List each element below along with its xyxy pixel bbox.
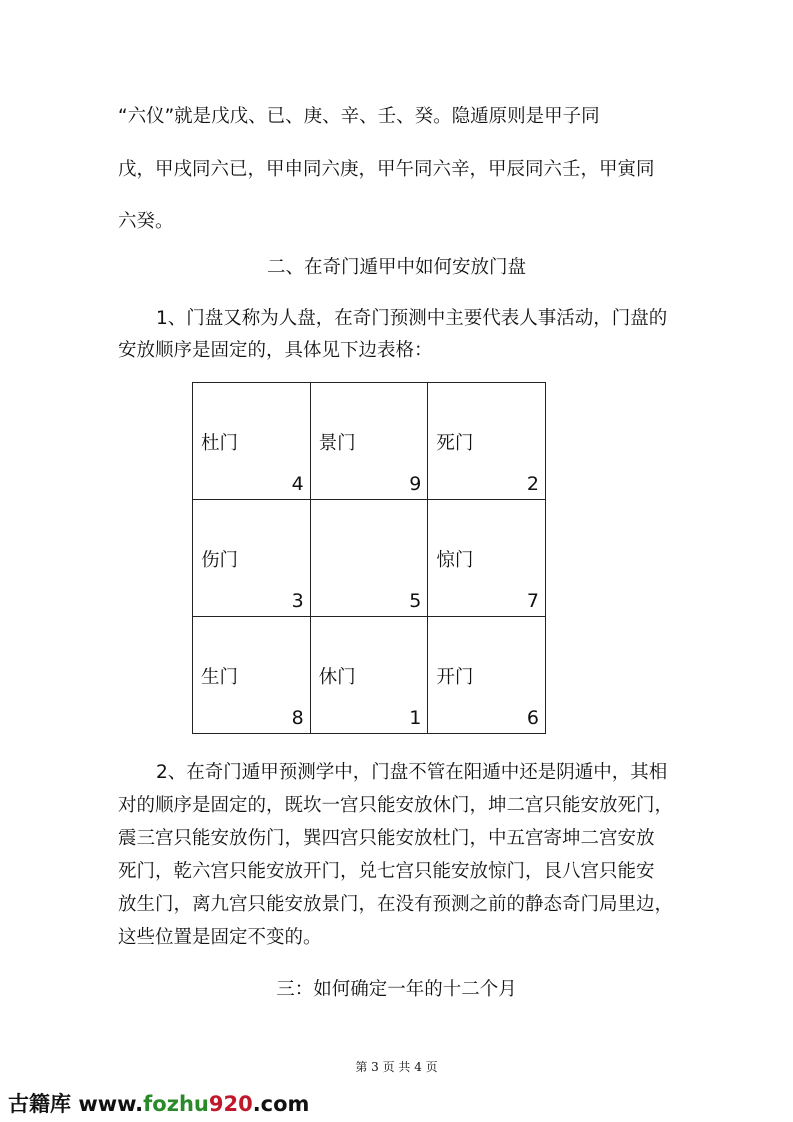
section-heading-2: 二、在奇门遁甲中如何安放门盘	[266, 257, 526, 278]
table-cell	[310, 383, 428, 500]
door-name: 生门	[201, 667, 239, 688]
url-prefix: www.	[78, 1092, 144, 1116]
text-line: 震三宫只能安放伤门，巽四宫只能安放杜门，中五宫寄坤二宫安放	[118, 828, 655, 849]
palace-number: 9	[409, 473, 422, 495]
palace-number: 5	[409, 590, 422, 612]
door-name: 开门	[436, 667, 474, 688]
palace-number: 7	[526, 590, 539, 612]
table-cell	[428, 500, 546, 617]
text-line: 安放顺序是固定的，具体见下边表格：	[118, 340, 433, 361]
text-line: 六癸。	[118, 211, 174, 232]
door-name: 杜门	[201, 433, 239, 454]
text-line: 戊，甲戌同六已，甲申同六庚，甲午同六辛，甲辰同六壬，甲寅同	[118, 159, 655, 180]
table-cell	[310, 500, 428, 617]
table-cell	[193, 383, 311, 500]
table-row	[193, 383, 546, 500]
text-line: 1、门盘又称为人盘，在奇门预测中主要代表人事活动，门盘的	[156, 308, 668, 329]
watermark-url	[78, 1092, 309, 1116]
text-line: 死门，乾六宫只能安放开门，兑七宫只能安放惊门，艮八宫只能安	[118, 861, 655, 882]
door-name: 景门	[318, 433, 356, 454]
table-cell	[428, 617, 546, 734]
door-name: 死门	[436, 433, 474, 454]
palace-number: 1	[409, 707, 422, 729]
url-green: fozhu	[143, 1092, 209, 1116]
door-table	[192, 382, 546, 734]
palace-number: 4	[291, 473, 304, 495]
text-line: 对的顺序是固定的，既坎一宫只能安放休门，坤二宫只能安放死门，	[118, 795, 674, 816]
table-cell	[193, 617, 311, 734]
palace-number: 3	[291, 590, 304, 612]
text-line: 放生门，离九宫只能安放景门，在没有预测之前的静态奇门局里边，	[118, 894, 674, 915]
section-heading-3: 三：如何确定一年的十二个月	[276, 979, 517, 1000]
text-line: 2、在奇门遁甲预测学中，门盘不管在阳遁中还是阴遁中，其相	[156, 762, 668, 783]
door-name: 休门	[318, 667, 356, 688]
watermark-brand: 古籍库	[8, 1092, 71, 1116]
table-cell	[310, 617, 428, 734]
watermark	[8, 1088, 309, 1118]
table-row	[193, 617, 546, 734]
text-line: “六仪”就是戊戊、已、庚、辛、壬、癸。隐遁原则是甲子同	[118, 106, 600, 127]
table-cell	[428, 383, 546, 500]
door-name: 伤门	[201, 550, 239, 571]
url-suffix: .com	[252, 1092, 310, 1116]
page-footer: 第 3 页 共 4 页	[355, 1060, 438, 1074]
table-cell	[193, 500, 311, 617]
table-row	[193, 500, 546, 617]
door-name: 惊门	[436, 550, 474, 571]
palace-number: 8	[291, 707, 304, 729]
text-line: 这些位置是固定不变的。	[118, 927, 322, 948]
url-red: 920	[208, 1092, 253, 1116]
palace-number: 6	[526, 707, 539, 729]
palace-number: 2	[526, 473, 539, 495]
